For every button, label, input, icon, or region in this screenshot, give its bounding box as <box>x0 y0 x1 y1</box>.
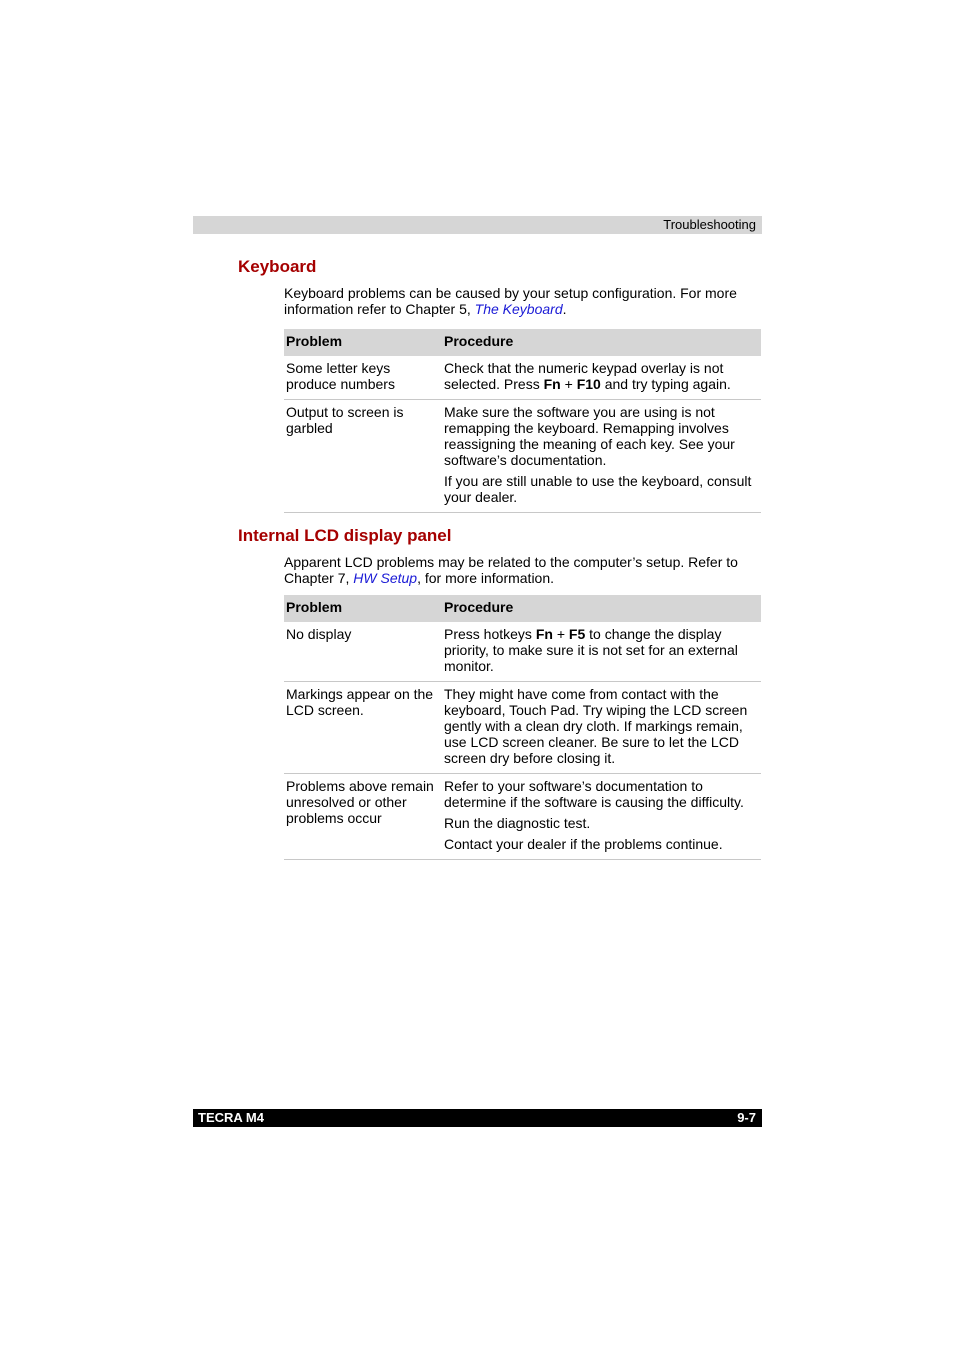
chapter-title: Troubleshooting <box>663 217 756 232</box>
problem-cell: Problems above remain unresolved or other problems occur <box>284 774 442 860</box>
table-row <box>284 400 761 513</box>
column-header-procedure: Procedure <box>442 329 761 356</box>
procedure-cell: They might have come from contact with the keyboard, Touch Pad. Try wiping the LCD screen gently with a clean dry cloth. If markings remain, use LCD screen cleaner. Be sure to let the LCD screen dry before closing it. <box>442 682 761 774</box>
lcd-heading: Internal LCD display panel <box>238 526 452 545</box>
keyboard-chapter-link[interactable]: The Keyboard <box>474 301 563 317</box>
running-header <box>193 216 762 234</box>
page-number: 9-7 <box>737 1110 756 1125</box>
problem-cell: Markings appear on the LCD screen. <box>284 682 442 774</box>
column-header-problem: Problem <box>284 595 442 622</box>
problem-cell: Some letter keys produce numbers <box>284 356 442 400</box>
column-header-procedure: Procedure <box>442 595 761 622</box>
table-row <box>284 682 761 774</box>
table-row <box>284 774 761 860</box>
problem-cell: No display <box>284 622 442 682</box>
keyboard-table <box>284 329 761 513</box>
lcd-intro: Apparent LCD problems may be related to the computer’s setup. Refer to Chapter 7, HW Setup, for more information. <box>284 554 738 586</box>
problem-cell: Output to screen is garbled <box>284 400 442 513</box>
table-header-row <box>284 595 761 622</box>
keyboard-intro: Keyboard problems can be caused by your setup configuration. For more information refer to Chapter 5, The Keyboard. <box>284 285 737 317</box>
table-row <box>284 356 761 400</box>
table-row <box>284 622 761 682</box>
table-header-row <box>284 329 761 356</box>
procedure-cell: Make sure the software you are using is not remapping the keyboard. Remapping involves reassigning the meaning of each key. See your software’s documentation. If you are still unable to use the keyboard, consult your dealer. <box>442 400 761 513</box>
procedure-cell: Refer to your software’s documentation to determine if the software is causing the difficulty. Run the diagnostic test. Contact your dealer if the problems continue. <box>442 774 761 860</box>
product-name: TECRA M4 <box>198 1110 264 1125</box>
lcd-table <box>284 595 761 860</box>
column-header-problem: Problem <box>284 329 442 356</box>
running-footer <box>193 1109 762 1127</box>
procedure-cell: Check that the numeric keypad overlay is not selected. Press Fn + F10 and try typing again. <box>442 356 761 400</box>
keyboard-heading: Keyboard <box>238 257 317 276</box>
lcd-chapter-link[interactable]: HW Setup <box>353 570 418 586</box>
procedure-cell: Press hotkeys Fn + F5 to change the display priority, to make sure it is not set for an external monitor. <box>442 622 761 682</box>
